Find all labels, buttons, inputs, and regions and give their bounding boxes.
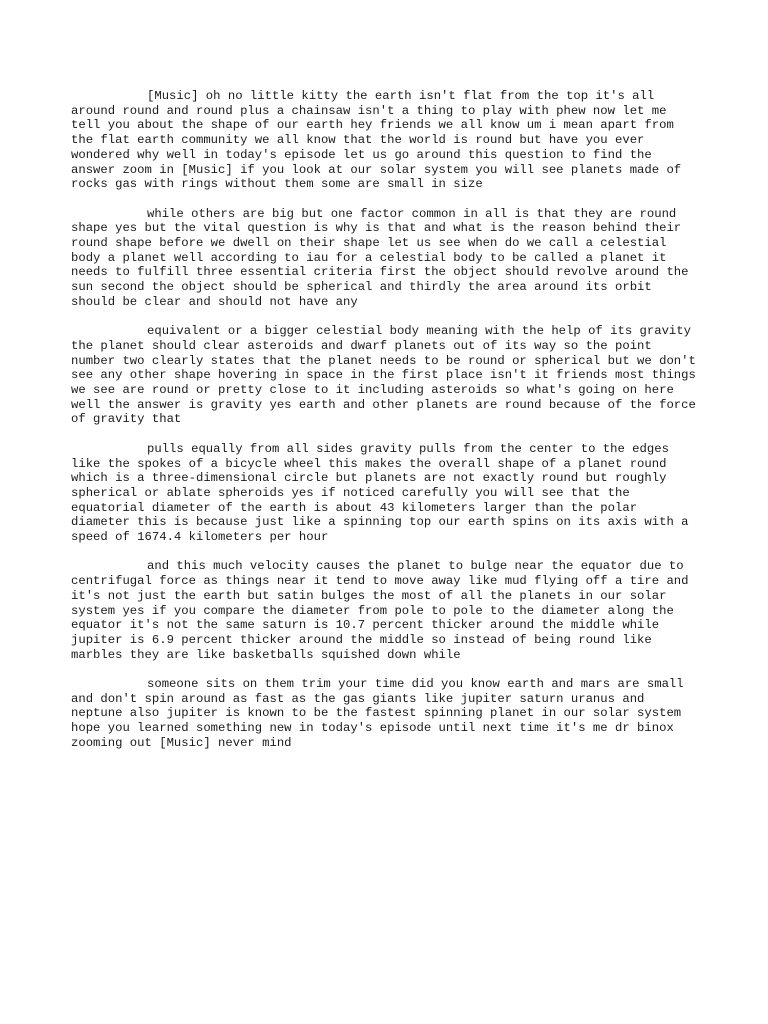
paragraph-4: pulls equally from all sides gravity pulls from the center to the edges like the spokes of a bicycle wheel this makes the overall shape of a planet round which is a three-dimensional circle but planets are not exactly round but roughly spherical or ablate spheroids yes if noticed carefully you will see that the equatorial diameter of the earth is about 43 kilometers larger than the polar diameter this is because just like a spinning top our earth spins on its axis with a speed of 1674.4 kilometers per hour bbox=[71, 441, 689, 545]
paragraph-3: equivalent or a bigger celestial body meaning with the help of its gravity the planet should clear asteroids and dwarf planets out of its way so the point number two clearly states that the planet needs to be round or spherical but we don't see any other shape hovering in space in the first place isn't it friends most things we see are round or pretty close to it including asteroids so what's going on here well the answer is gravity yes earth and other planets are round because of the force of gravity that bbox=[71, 324, 696, 427]
paragraph-5: and this much velocity causes the planet to bulge near the equator due to centrifugal force as things near it tend to move away like mud flying off a tire and it's not just the earth but satin bulges the most of all the planets in our solar system yes if you compare the diameter from pole to pole to the diameter along the equator it's not the same saturn is 10.7 percent thicker around the middle while jupiter is 6.9 percent thicker around the middle so instead of being round like marbles they are like basketballs squished down while bbox=[71, 559, 689, 662]
paragraph-1: [Music] oh no little kitty the earth isn't flat from the top it's all around round and round plus a chainsaw isn't a thing to play with phew now let me tell you about the shape of our earth hey friends we all know um i mean apart from the flat earth community we all know that the world is round but have you ever wondered why well in today's episode let us go around this question to find the answer zoom in [Music] if you look at our solar system you will see planets made of rocks gas with rings without them some are small in size bbox=[71, 89, 682, 192]
paragraph-6: someone sits on them trim your time did you know earth and mars are small and don't spin around as fast as the gas giants like jupiter saturn uranus and neptune also jupiter is known to be the fastest spinning planet in our solar system hope you learned something new in today's episode until next time it's me dr binox zooming out [Music] never mind bbox=[71, 677, 684, 750]
paragraph-2: while others are big but one factor common in all is that they are round shape yes but the vital question is why is that and what is the reason behind their round shape before we dwell on their shape let us see when do we call a celestial body a planet well according to iau for a celestial body to be called a planet it needs to fulfill three essential criteria first the object should revolve around the sun second the object should be spherical and thirdly the area around its orbit should be clear and should not have any bbox=[71, 206, 689, 309]
document-page bbox=[71, 89, 701, 765]
